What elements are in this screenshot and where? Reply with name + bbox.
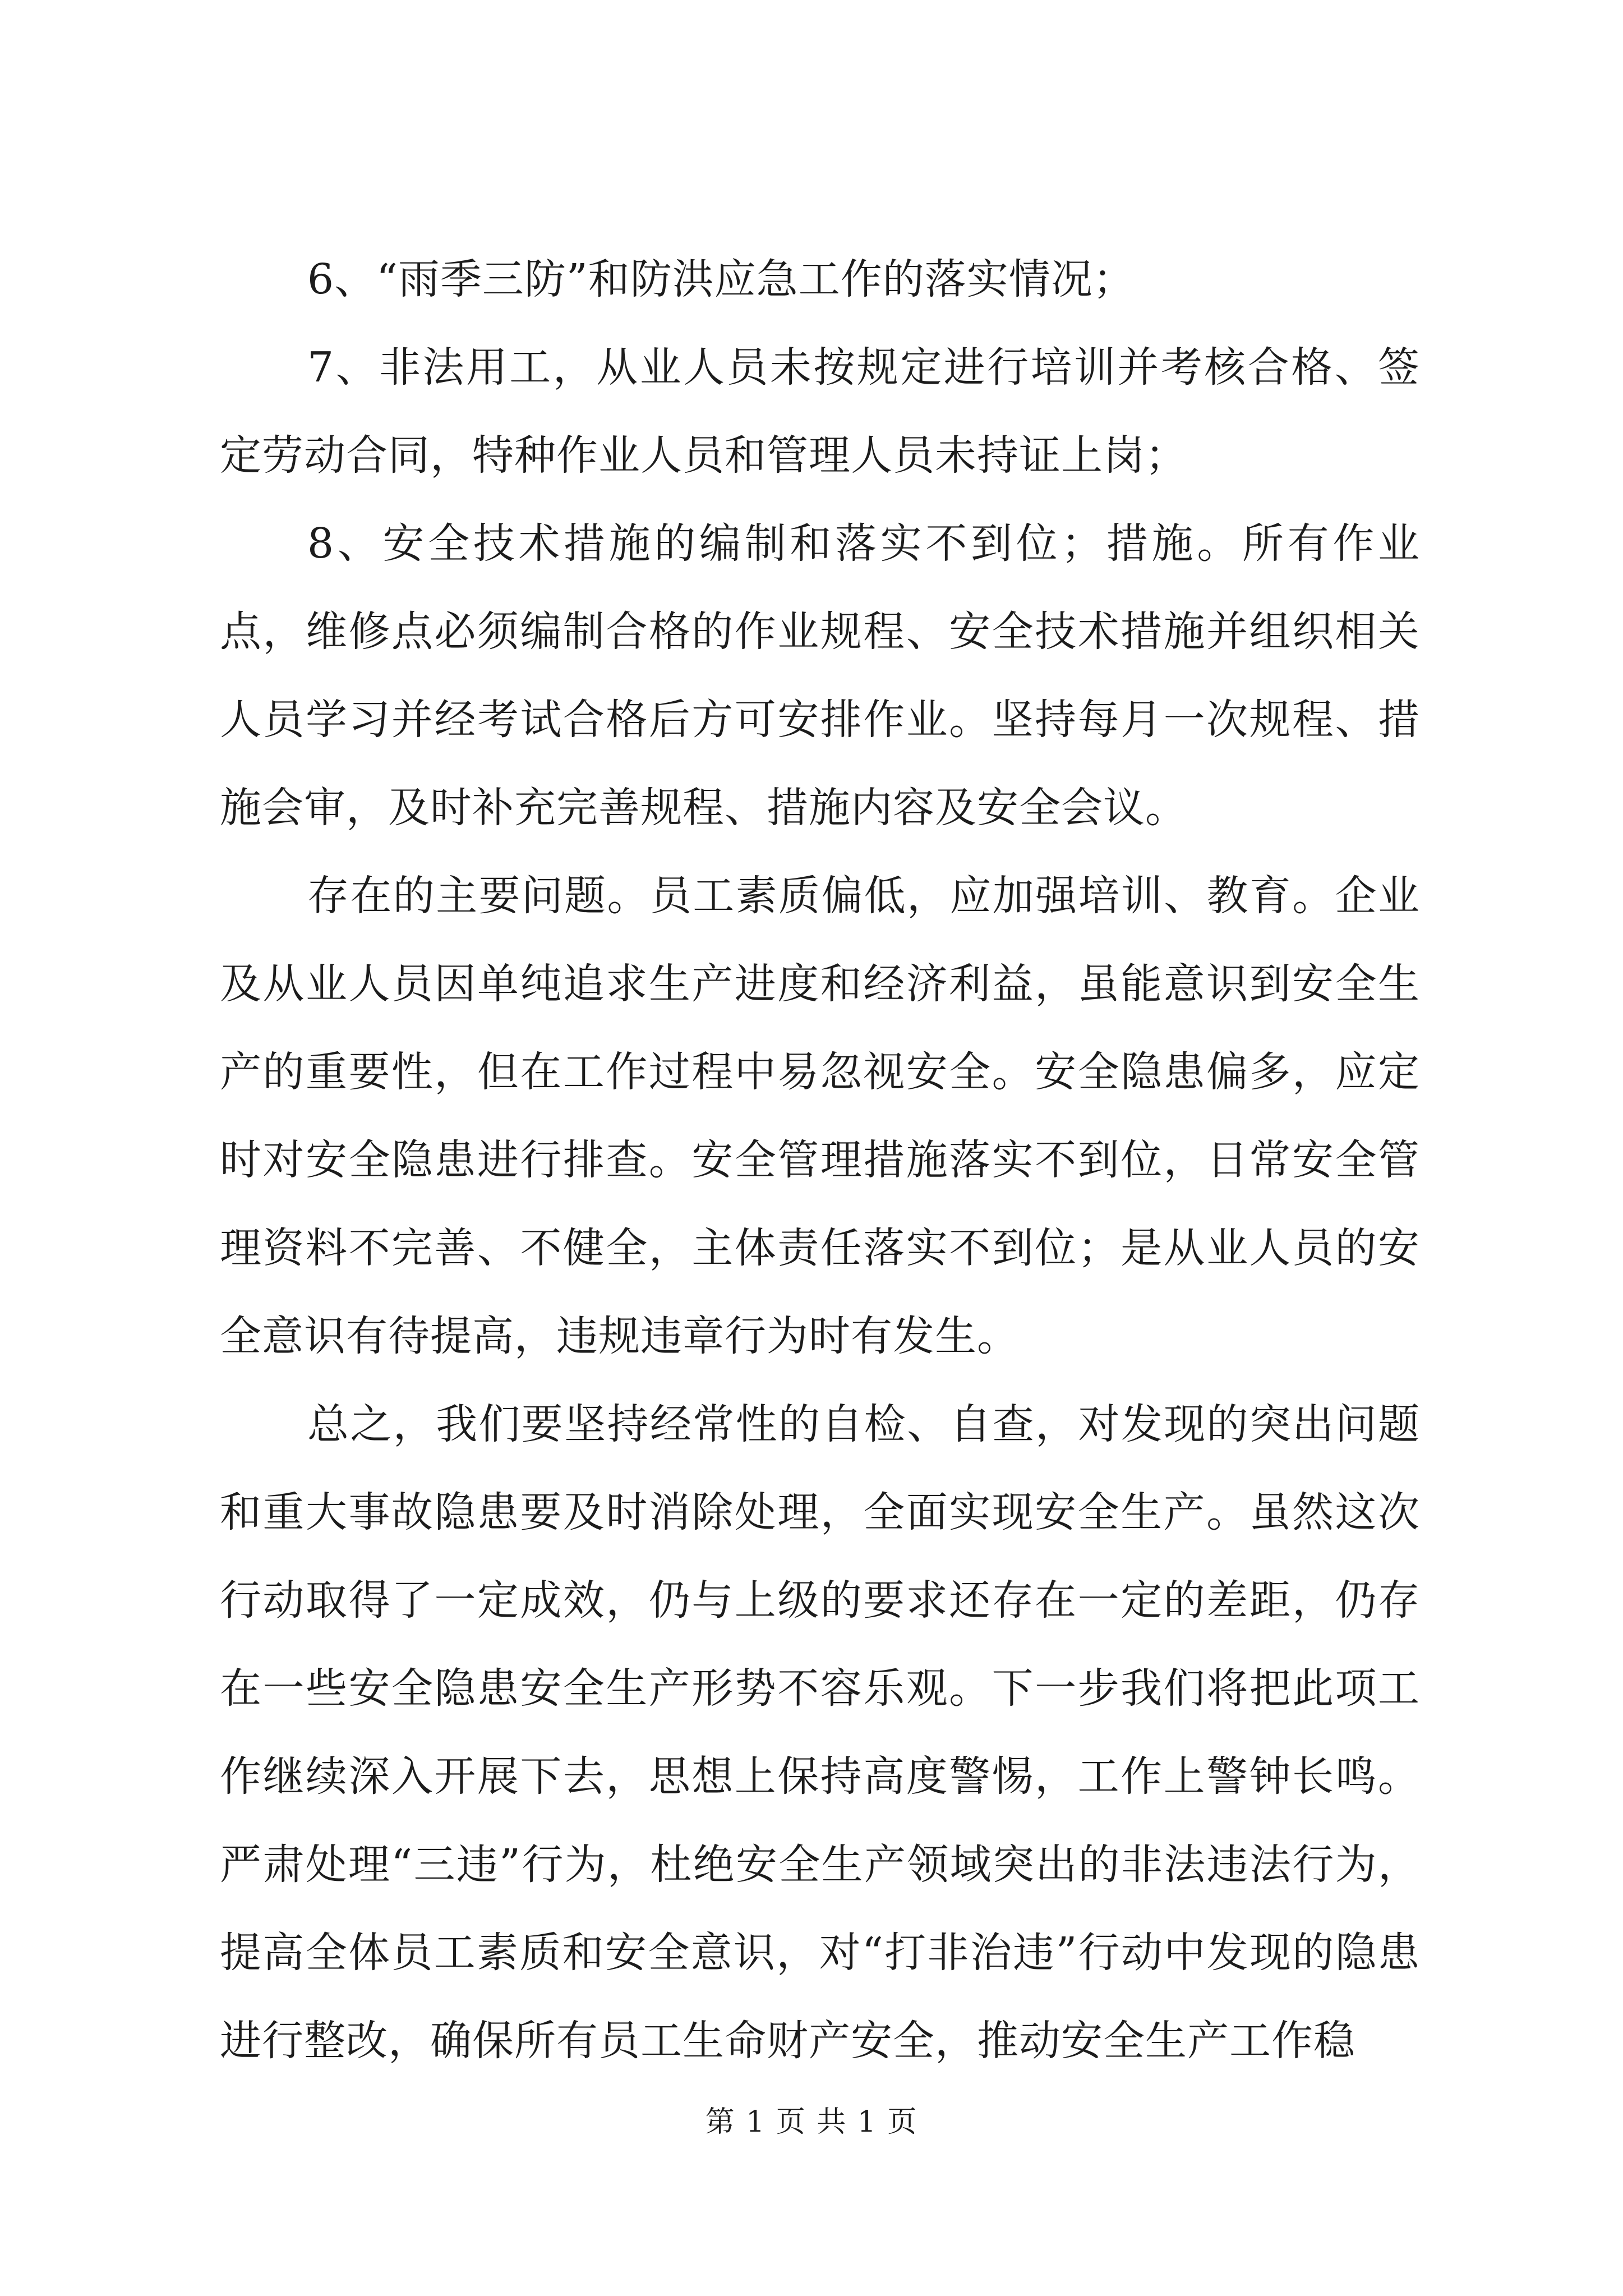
paragraph-main-problems: 存在的主要问题。员工素质偏低，应加强培训、教育。企业及从业人员因单纯追求生产进度和经济利益，虽能意识到安全生产的重要性，但在工作过程中易忽视安全。安全隐患偏多，应定时对安全隐患进行排查。安全管理措施落实不到位，日常安全管理资料不完善、不健全，主体责任落实不到位；是从业人员的安全意识有待提高，违规违章行为时有发生。 <box>220 872 1420 1360</box>
document-body <box>220 236 1420 2085</box>
paragraph-item-8: 8、安全技术措施的编制和落实不到位；措施。所有作业点，维修点必须编制合格的作业规程、安全技术措施并组织相关人员学习并经考试合格后方可安排作业。坚持每月一次规程、措施会审，及时补充完善规程、措施内容及安全会议。 <box>220 519 1420 832</box>
paragraph-item-6: 6、“雨季三防”和防洪应急工作的落实情况； <box>307 255 1135 303</box>
paragraph-item-7: 7、非法用工，从业人员未按规定进行培训并考核合格、签定劳动合同，特种作业人员和管理人员未持证上岗； <box>220 343 1420 480</box>
page-footer: 第 1 页 共 1 页 <box>705 2105 918 2139</box>
paragraph-summary: 总之，我们要坚持经常性的自检、自查，对发现的突出问题和重大事故隐患要及时消除处理，全面实现安全生产。虽然这次行动取得了一定成效，仍与上级的要求还存在一定的差距，仍存在一些安全隐患安全生产形势不容乐观。下一步我们将把此项工作继续深入开展下去，思想上保持高度警惕，工作上警钟长鸣。严肃处理“三违”行为，杜绝安全生产领域突出的非法违法行为，提高全体员工素质和安全意识，对“打非治违”行动中发现的隐患进行整改，确保所有员工生命财产安全，推动安全生产工作稳 <box>220 1400 1420 2065</box>
